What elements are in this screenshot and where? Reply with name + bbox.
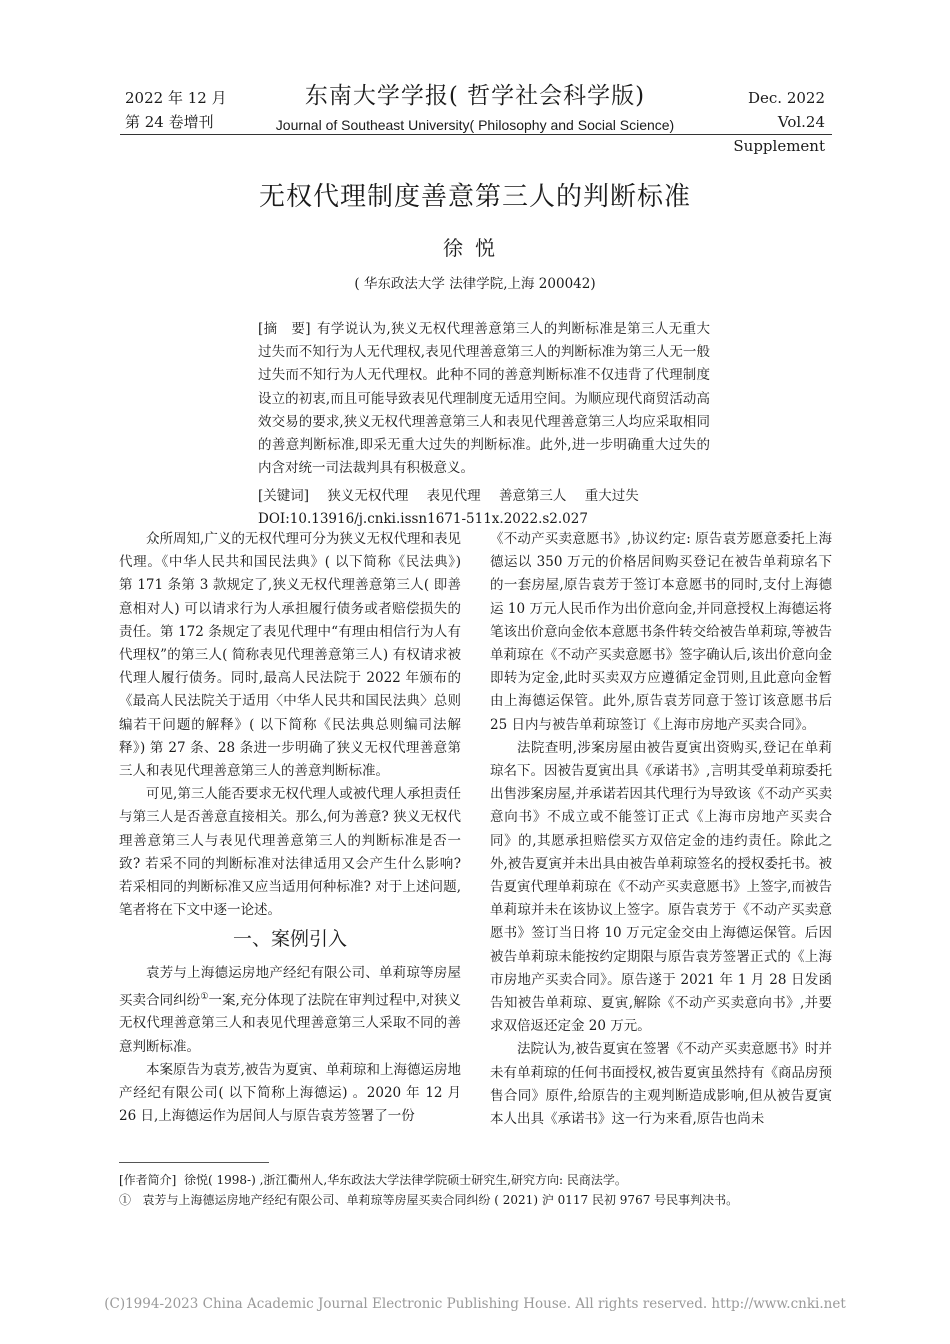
footnote-text: 袁芳与上海德运房地产经纪有限公司、单莉琼等房屋买卖合同纠纷 ( 2021) 沪 0117 民初 9767 号民事判决书。 bbox=[142, 1193, 739, 1207]
doi: DOI:10.13916/j.cnki.issn1671-511x.2022.s2.027 bbox=[258, 511, 588, 527]
header-left bbox=[125, 86, 227, 134]
header-rule bbox=[120, 134, 832, 135]
paragraph: 众所周知,广义的无权代理可分为狭义无权代理和表见代理。《中华人民共和国民法典》( 以下简称《民法典》) 第 171 条第 3 款规定了,狭义无权代理善意第三人( 即善意相对人) 可以请求行为人承担履行债务或者赔偿损失的责任。第 172 条规定了表见代理中“有理由相信行为人有代理权”的第三人( 简称表见代理善意第三人) 有权请求被代理人履行债务。同时,最高人民法院于 2022 年颁布的《最高人民法院关于适用〈中华人民共和国民法典〉总则编若干问题的解释》( 以下简称《民法典总则编司法解释》) 第 27 条、28 条进一步明确了狭义无权代理善意第三人和表见代理善意第三人的善意判断标准。 bbox=[119, 531, 461, 780]
keyword: 狭义无权代理 bbox=[327, 488, 409, 504]
keyword: 善意第三人 bbox=[498, 488, 567, 504]
author-note bbox=[119, 1170, 839, 1190]
body-column-left bbox=[119, 528, 461, 1128]
paragraph-text: 袁芳与上海德运房地产经纪有限公司、单莉琼等房屋买卖合同纠纷 bbox=[119, 965, 461, 1009]
journal-title-en: Journal of Southeast University( Philosophy and Social Science) bbox=[275, 117, 675, 133]
issue-date: 2022 年 12 月 bbox=[125, 89, 227, 107]
keyword: 表见代理 bbox=[426, 488, 481, 504]
paragraph bbox=[119, 962, 461, 1058]
footnote-rule bbox=[119, 1162, 269, 1163]
keywords bbox=[258, 485, 728, 507]
issue-volume-en: Vol.24 Supplement bbox=[733, 113, 825, 155]
body-column-right bbox=[490, 528, 832, 1131]
article-author: 徐悦 bbox=[443, 236, 507, 260]
paragraph: 本案原告为袁芳,被告为夏寅、单莉琼和上海德运房地产经纪有限公司( 以下简称上海德运) 。2020 年 12 月 26 日,上海德运作为居间人与原告袁芳签署了一份 bbox=[119, 1061, 461, 1125]
copyright-notice: (C)1994-2023 China Academic Journal Electronic Publishing House. All rights reserved. http://www.cnki.net bbox=[104, 1296, 846, 1312]
abstract-text: 有学说认为,狭义无权代理善意第三人的判断标准是第三人无重大过失而不知行为人无代理权,表见代理善意第三人的判断标准为第三人无一般过失而不知行为人无代理权。此种不同的善意判断标准不仅违背了代理制度设立的初衷,而且可能导致表见代理制度无适用空间。为顺应现代商贸活动高效交易的要求,狭义无权代理善意第三人和表见代理善意第三人均应采取相同的善意判断标准,即采无重大过失的判断标准。此外,进一步明确重大过失的内含对统一司法裁判具有积极意义。 bbox=[258, 321, 710, 477]
author-note-text: 徐悦( 1998-) ,浙江衢州人,华东政法大学法律学院硕士研究生,研究方向: 民商法学。 bbox=[184, 1173, 627, 1187]
footnote-1 bbox=[119, 1190, 839, 1210]
issue-volume: 第 24 卷增刊 bbox=[125, 113, 214, 131]
paragraph: 可见,第三人能否要求无权代理人或被代理人承担责任与第三人是否善意直接相关。那么,何为善意? 狭义无权代理善意第三人与表见代理善意第三人的判断标准是否一致? 若采不同的判断标准对法律适用又会产生什么影响? 若采相同的判断标准又应当适用何种标准? 对于上述问题,笔者将在下文中逐一论述。 bbox=[119, 786, 461, 919]
keyword: 重大过失 bbox=[584, 488, 639, 504]
abstract-label: [摘 要] bbox=[258, 321, 311, 337]
paragraph: 法院认为,被告夏寅在签署《不动产买卖意愿书》时并未有单莉琼的任何书面授权,被告夏寅虽然持有《商品房预售合同》原件,给原告的主观判断造成影响,但从被告夏寅本人出具《承诺书》这一行为来看,原告也尚未 bbox=[490, 1041, 832, 1128]
journal-masthead bbox=[230, 80, 720, 136]
issue-date-en: Dec. 2022 bbox=[747, 89, 825, 107]
journal-title-cn: 东南大学学报( 哲学社会科学版) bbox=[304, 83, 646, 109]
paragraph: 法院查明,涉案房屋由被告夏寅出资购买,登记在单莉琼名下。因被告夏寅出具《承诺书》,言明其受单莉琼委托出售涉案房屋,并承诺若因其代理行为导致该《不动产买卖意向书》不成立或不能签订正式《上海市房地产买卖合同》的,其愿承担赔偿买方双倍定金的违约责任。除此之外,被告夏寅并未出具由被告单莉琼签名的授权委托书。被告夏寅代理单莉琼在《不动产买卖意愿书》上签字,而被告单莉琼并未在该协议上签字。原告袁芳于《不动产买卖意愿书》签订当日将 10 万元定金交由上海德运保管。后因被告单莉琼未能按约定期限与原告袁芳签署正式的《上海市房地产买卖合同》。原告遂于 2021 年 1 月 28 日发函告知被告单莉琼、夏寅,解除《不动产买卖意向书》,并要求双倍返还定金 20 万元。 bbox=[490, 739, 832, 1035]
section-heading: 一、案例引入 bbox=[232, 928, 347, 951]
abstract bbox=[258, 318, 710, 480]
article-title: 无权代理制度善意第三人的判断标准 bbox=[258, 182, 691, 212]
author-affiliation: ( 华东政法大学 法律学院,上海 200042) bbox=[354, 276, 596, 292]
footnote-mark: ① bbox=[119, 1193, 132, 1207]
header-right bbox=[700, 86, 825, 158]
author-note-label: [作者简介] bbox=[119, 1173, 177, 1187]
paragraph: 《不动产买卖意愿书》,协议约定: 原告袁芳愿意委托上海德运以 350 万元的价格居间购买登记在被告单莉琼名下的一套房屋,原告袁芳于签订本意愿书的同时,支付上海德运 10 万元人民币作为出价意向金,并同意授权上海德运将笔该出价意向金依本意愿书条件转交给被告单莉琼,等被告单莉琼在《不动产买卖意愿书》签字确认后,该出价意向金即转为定金,此时买卖双方应遵循定金罚则,且此意向金暂由上海德运保管。此外,原告袁芳同意于签订该意愿书后 25 日内与被告单莉琼签订《上海市房地产买卖合同》。 bbox=[490, 531, 832, 733]
footnote-ref[interactable]: ① bbox=[200, 991, 209, 1002]
keywords-label: [关键词] bbox=[258, 488, 310, 504]
footnotes bbox=[119, 1170, 839, 1210]
paragraph-text: 一案,充分体现了法院在审判过程中,对狭义无权代理善意第三人和表见代理善意第三人采取不同的善意判断标准。 bbox=[119, 992, 461, 1055]
